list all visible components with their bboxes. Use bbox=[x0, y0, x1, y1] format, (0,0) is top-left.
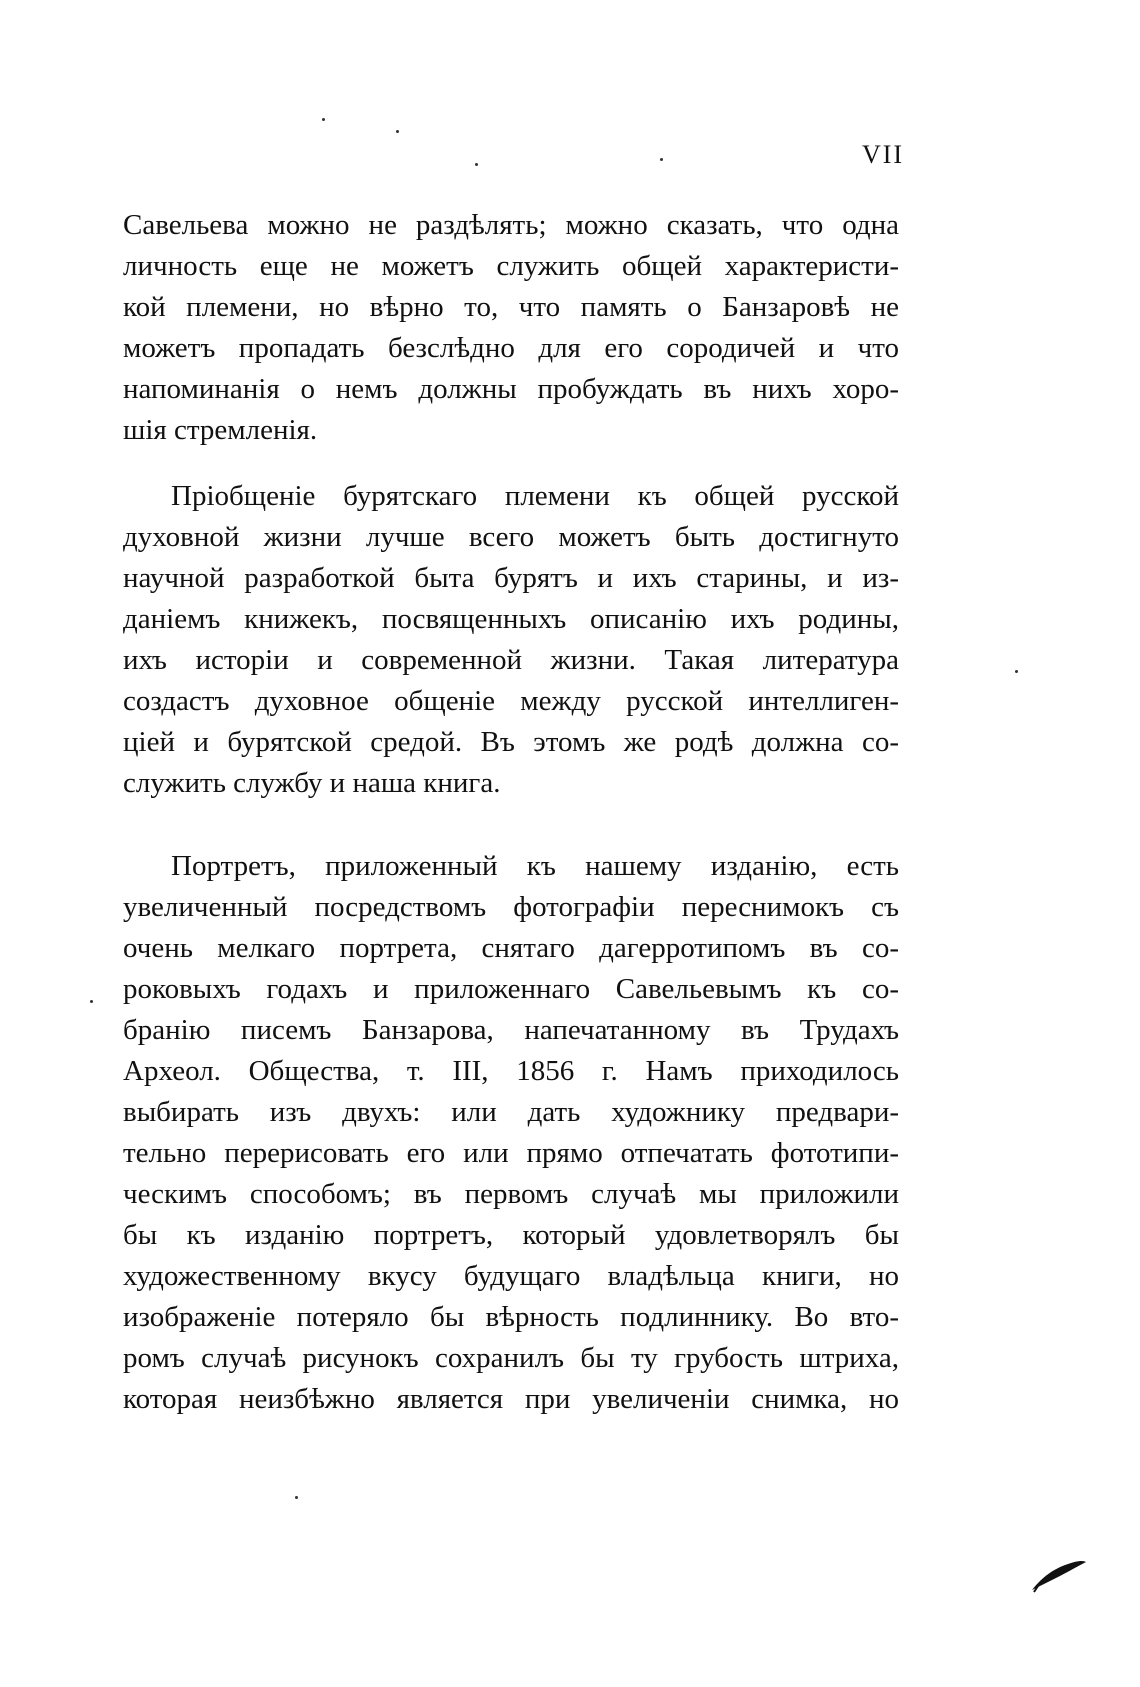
text-line: которая неизбѣжно является при увеличеніи снимка, но bbox=[123, 1383, 899, 1415]
scan-speck bbox=[295, 1496, 298, 1499]
text-line: служить службу и наша книга. bbox=[123, 767, 501, 799]
text-line: ціей и бурятской средой. Въ этомъ же родѣ должна со- bbox=[123, 726, 899, 758]
text-line: можетъ пропадать безслѣдно для его сородичей и что bbox=[123, 332, 899, 364]
text-line: напоминанія о немъ должны пробуждать въ нихъ хоро- bbox=[123, 373, 899, 405]
scan-speck bbox=[1015, 670, 1018, 673]
text-line: изображеніе потеряло бы вѣрность подлиннику. Во вто- bbox=[123, 1301, 899, 1333]
text-line: Археол. Общества, т. III, 1856 г. Намъ приходилось bbox=[123, 1055, 899, 1087]
page-number: VII bbox=[862, 140, 905, 169]
text-line: очень мелкаго портрета, снятаго дагерротипомъ въ со- bbox=[123, 932, 899, 964]
scan-speck bbox=[90, 1000, 93, 1003]
text-line: кой племени, но вѣрно то, что память о Банзаровѣ не bbox=[123, 291, 899, 323]
text-line: личность еще не можетъ служить общей характеристи- bbox=[123, 250, 899, 282]
text-line: ческимъ способомъ; въ первомъ случаѣ мы приложили bbox=[123, 1178, 899, 1210]
text-line: бы къ изданію портретъ, который удовлетворялъ бы bbox=[123, 1219, 899, 1251]
text-line: художественному вкусу будущаго владѣльца книги, но bbox=[123, 1260, 899, 1292]
text-line: Савельева можно не раздѣлять; можно сказать, что одна bbox=[123, 209, 899, 241]
text-line: роковыхъ годахъ и приложеннаго Савельевымъ къ со- bbox=[123, 973, 899, 1005]
scan-speck bbox=[660, 158, 663, 161]
text-line: духовной жизни лучше всего можетъ быть достигнуто bbox=[123, 521, 899, 553]
text-line: Портретъ, приложенный къ нашему изданію, есть bbox=[171, 850, 899, 882]
text-line: создастъ духовное общеніе между русской интеллиген- bbox=[123, 685, 899, 717]
text-line: Пріобщеніе бурятскаго племени къ общей русской bbox=[171, 480, 899, 512]
scan-speck bbox=[475, 163, 478, 166]
text-line: увеличенный посредствомъ фотографіи переснимокъ съ bbox=[123, 891, 899, 923]
ink-smudge bbox=[1028, 1556, 1088, 1596]
text-line: шія стремленія. bbox=[123, 414, 318, 446]
scan-speck bbox=[322, 118, 325, 121]
text-line: выбирать изъ двухъ: или дать художнику предвари- bbox=[123, 1096, 899, 1128]
text-line: бранію писемъ Банзарова, напечатанному въ Трудахъ bbox=[123, 1014, 899, 1046]
text-line: ромъ случаѣ рисунокъ сохранилъ бы ту грубость штриха, bbox=[123, 1342, 899, 1374]
text-line: даніемъ книжекъ, посвященныхъ описанію ихъ родины, bbox=[123, 603, 899, 635]
scan-speck bbox=[396, 130, 399, 133]
text-line: научной разработкой быта бурятъ и ихъ старины, и из- bbox=[123, 562, 899, 594]
text-line: ихъ исторіи и современной жизни. Такая литература bbox=[123, 644, 899, 676]
text-line: тельно перерисовать его или прямо отпечатать фототипи- bbox=[123, 1137, 899, 1169]
